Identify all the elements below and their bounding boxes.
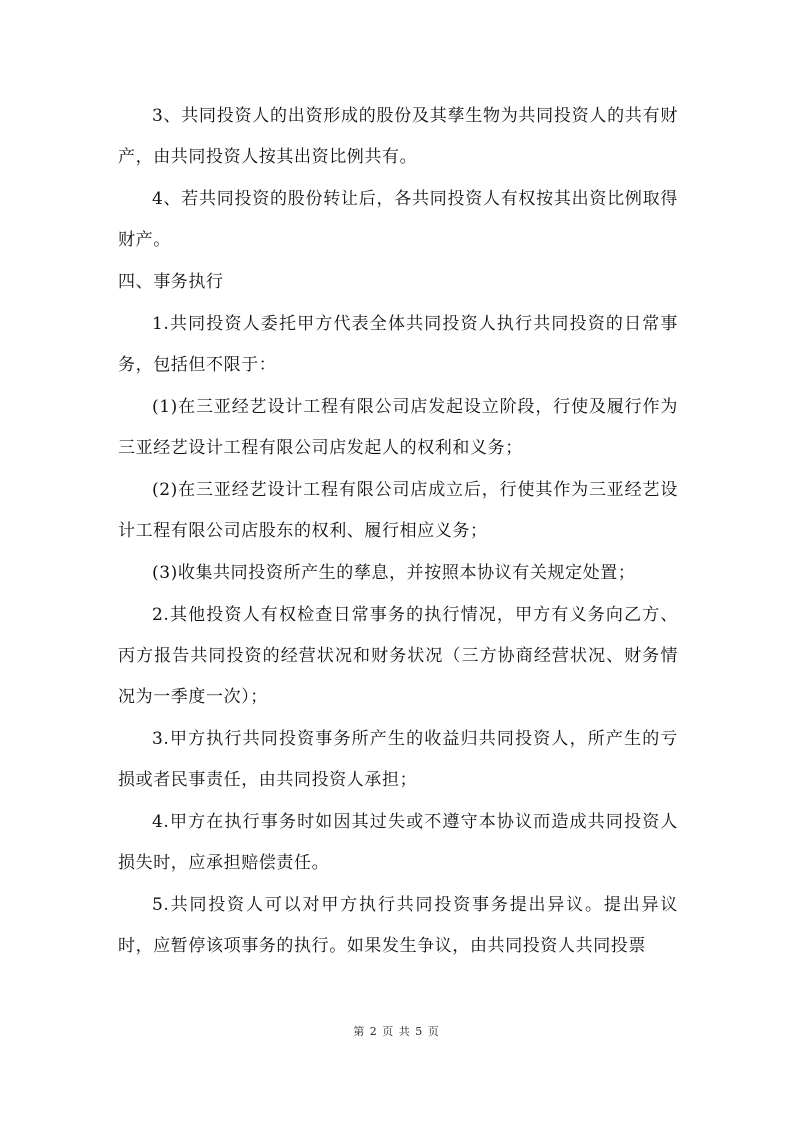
- paragraph-joint-property: 3、共同投资人的出资形成的股份及其孳生物为共同投资人的共有财产，由共同投资人按其出资比例共有。: [118, 106, 678, 167]
- paragraph-entrust-party-a: 1.共同投资人委托甲方代表全体共同投资人执行共同投资的日常事务，包括但不限于：: [118, 314, 678, 375]
- paragraph-share-transfer: 4、若共同投资的股份转让后，各共同投资人有权按其出资比例取得财产。: [118, 189, 678, 250]
- paragraph-liability: 4.甲方在执行事务时如因其过失或不遵守本协议而造成共同投资人损失时，应承担赔偿责任。: [118, 812, 678, 873]
- document-body: [118, 96, 678, 968]
- section-heading-affairs-execution: 四、事务执行: [118, 272, 224, 292]
- paragraph-inspection-rights: 2.其他投资人有权检查日常事务的执行情况，甲方有义务向乙方、丙方报告共同投资的经营状况和财务状况（三方协商经营状况、财务情况为一季度一次）；: [118, 605, 678, 707]
- paragraph-item-1: (1)在三亚经艺设计工程有限公司店发起设立阶段，行使及履行作为三亚经艺设计工程有限公司店发起人的权利和义务；: [118, 397, 678, 458]
- paragraph-profit-loss: 3.甲方执行共同投资事务所产生的收益归共同投资人，所产生的亏损或者民事责任，由共同投资人承担；: [118, 729, 678, 790]
- paragraph-item-2: (2)在三亚经艺设计工程有限公司店成立后，行使其作为三亚经艺设计工程有限公司店股东的权利、履行相应义务；: [118, 480, 678, 541]
- paragraph-objection: 5.共同投资人可以对甲方执行共同投资事务提出异议。提出异议时，应暂停该项事务的执行。如果发生争议，由共同投资人共同投票: [118, 895, 678, 956]
- page-number-footer: 第 2 页 共 5 页: [353, 1025, 440, 1038]
- paragraph-item-3: (3)收集共同投资所产生的孳息，并按照本协议有关规定处置；: [152, 563, 636, 583]
